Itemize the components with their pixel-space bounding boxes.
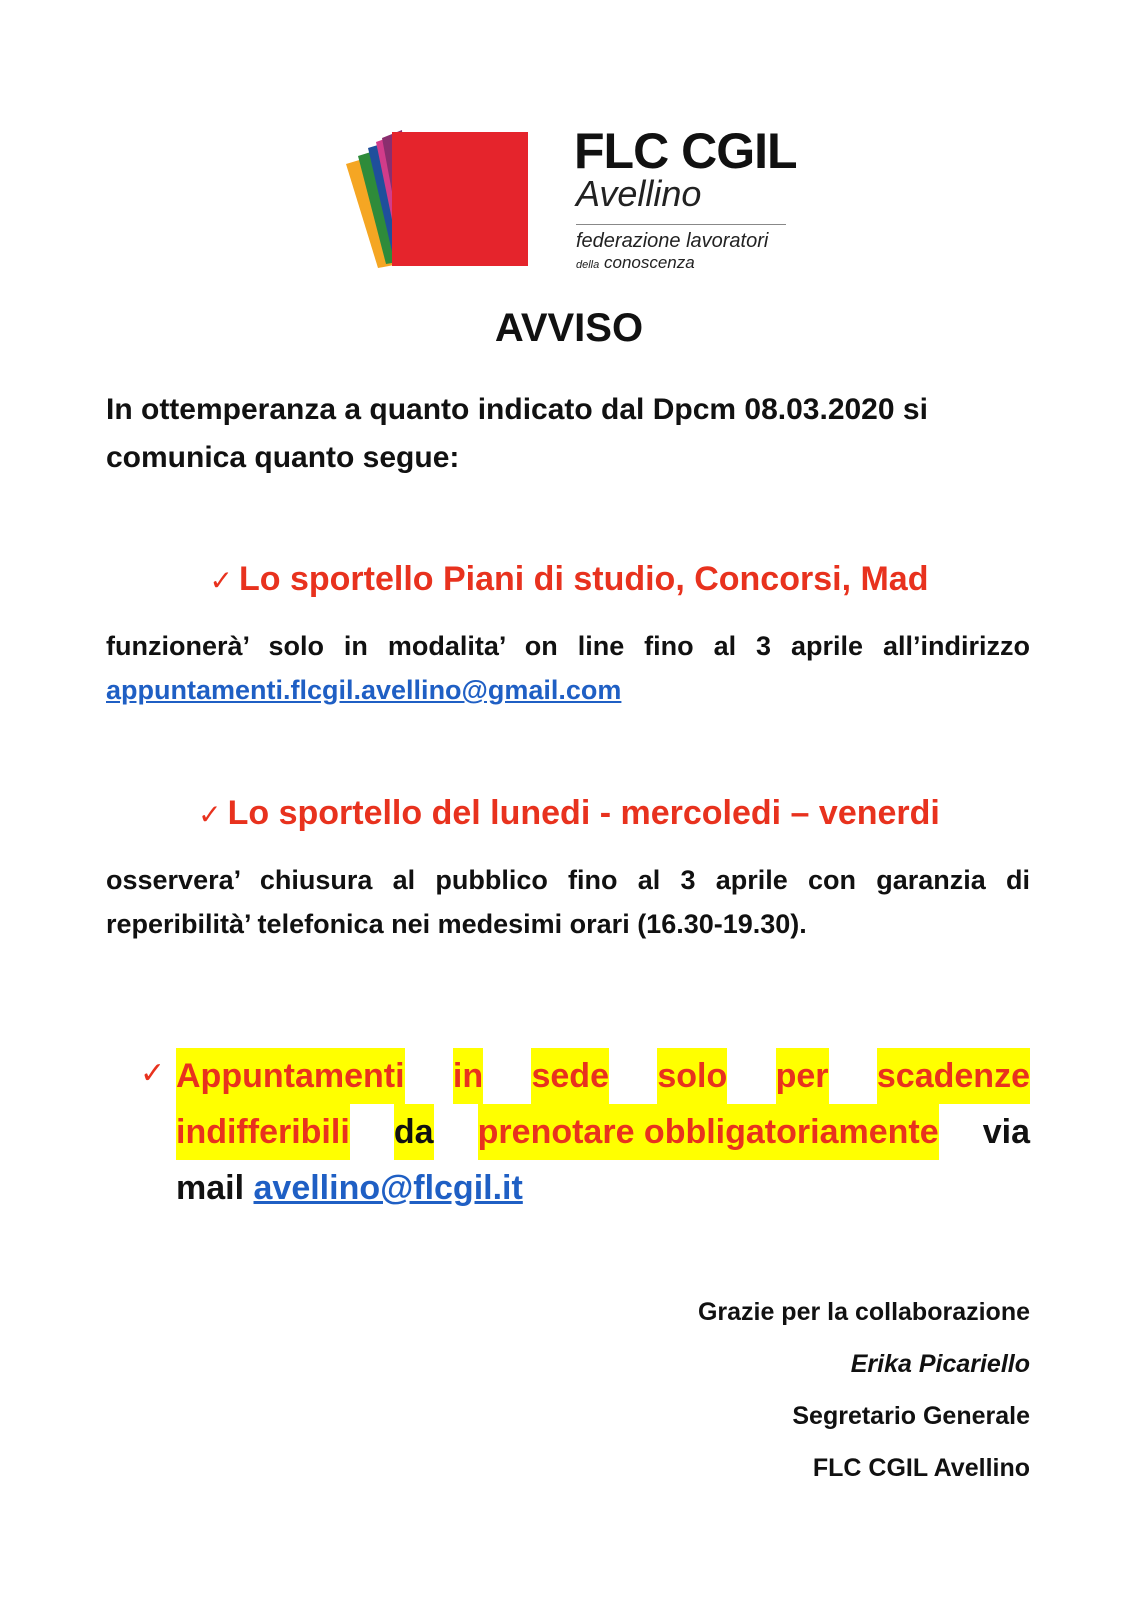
section3-word: scadenze [877,1048,1030,1104]
section2-heading [0,794,1138,833]
section3-word: da [394,1104,434,1160]
section1-heading [0,560,1138,599]
logo-federation-line1: federazione lavoratori [576,230,769,252]
logo-federation-line2 [576,253,695,275]
section3-word: via [982,1113,1030,1151]
section3-line2 [176,1104,1030,1160]
signature-org: FLC CGIL Avellino [812,1454,1030,1482]
signature-thanks: Grazie per la collaborazione [697,1298,1030,1326]
logo-federation-small: della [576,259,600,271]
intro-paragraph: In ottemperanza a quanto indicato dal Dpcm 08.03.2020 si comunica quanto segue: [106,393,928,474]
check-icon: ✓ [209,565,233,596]
section3-phrase: prenotare obbligatoriamente [478,1104,939,1160]
section1-email-line [106,668,1030,712]
signature-role: Segretario Generale [792,1402,1030,1430]
section3-line3 [176,1160,1030,1216]
section3-word: solo [657,1048,727,1104]
section3-word: sede [531,1048,609,1104]
logo-pages-icon [338,112,538,282]
flc-cgil-logo [338,112,798,282]
logo-divider [576,224,786,225]
page-title: AVVISO [494,306,644,350]
section1-text: funzionerà’ solo in modalita’ on line fino al 3 aprile all’indirizzo [106,631,1030,661]
section3-word: in [453,1048,483,1104]
section3-line1 [176,1048,1030,1104]
check-icon: ✓ [140,1057,166,1090]
section3-word: per [776,1048,829,1104]
section1-heading-text: Lo sportello Piani di studio, Concorsi, Mad [238,560,929,598]
section2-heading-text: Lo sportello del lunedi - mercoledi – venerdi [227,794,940,832]
section3-word: indifferibili [176,1104,350,1160]
section3-email-link[interactable]: avellino@flcgil.it [253,1169,523,1207]
signature-block [698,1286,1030,1494]
section3-paragraph [176,1048,1030,1216]
logo-org-name: FLC CGIL [574,123,797,179]
section3-word: mail [176,1169,245,1207]
section3-word: Appuntamenti [176,1048,405,1104]
signature-name: Erika Picariello [850,1350,1030,1378]
check-icon: ✓ [198,799,222,830]
section2-text: osservera’ chiusura al pubblico fino al 3 aprile con garanzia di reperibilità’ telefonica nei medesimi orari (16.30-19.30). [106,865,1030,939]
logo-federation-word: conoscenza [603,253,695,272]
logo-city: Avellino [576,173,702,214]
section1-email-link[interactable]: appuntamenti.flcgil.avellino@gmail.com [106,675,622,705]
